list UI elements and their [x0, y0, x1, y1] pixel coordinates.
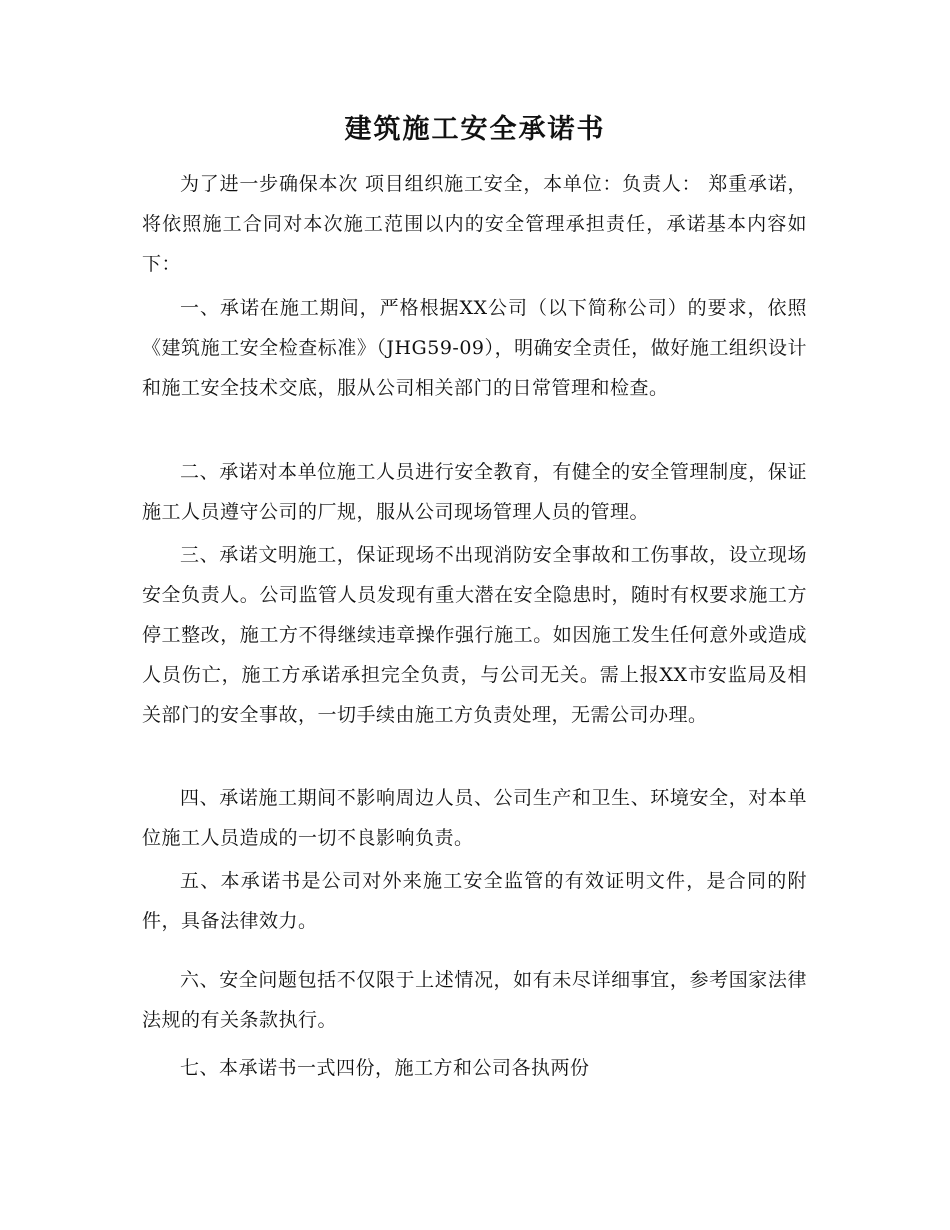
clause-6-paragraph: 六、安全问题包括不仅限于上述情况，如有未尽详细事宜，参考国家法律法规的有关条款执行。: [142, 969, 807, 1031]
intro-paragraph: 为了进一步确保本次 项目组织施工安全，本单位：负责人： 郑重承诺，将依照施工合同对本次施工范围以内的安全管理承担责任，承诺基本内容如下：: [142, 173, 807, 275]
clause-5-paragraph: 五、本承诺书是公司对外来施工安全监管的有效证明文件，是合同的附件，具备法律效力。: [142, 870, 807, 932]
clause-2-paragraph: 二、承诺对本单位施工人员进行安全教育，有健全的安全管理制度，保证施工人员遵守公司的厂规，服从公司现场管理人员的管理。: [142, 461, 807, 523]
clause-3-paragraph: 三、承诺文明施工，保证现场不出现消防安全事故和工伤事故，设立现场安全负责人。公司监管人员发现有重大潜在安全隐患时，随时有权要求施工方停工整改，施工方不得继续违章操作强行施工。如因施工发生任何意外或造成人员伤亡，施工方承诺承担完全负责，与公司无关。需上报XX市安监局及相关部门的安全事故，一切手续由施工方负责处理，无需公司办理。: [142, 544, 807, 726]
document-title: 建筑施工安全承诺书: [344, 114, 606, 145]
clause-7-paragraph: 七、本承诺书一式四份，施工方和公司各执两份: [180, 1057, 590, 1079]
clause-4-paragraph: 四、承诺施工期间不影响周边人员、公司生产和卫生、环境安全，对本单位施工人员造成的一切不良影响负责。: [142, 787, 807, 849]
clause-1-paragraph: 一、承诺在施工期间，严格根据XX公司（以下简称公司）的要求，依照《建筑施工安全检查标准》（JHG59-09），明确安全责任，做好施工组织设计和施工安全技术交底，服从公司相关部门的日常管理和检查。: [142, 297, 807, 399]
